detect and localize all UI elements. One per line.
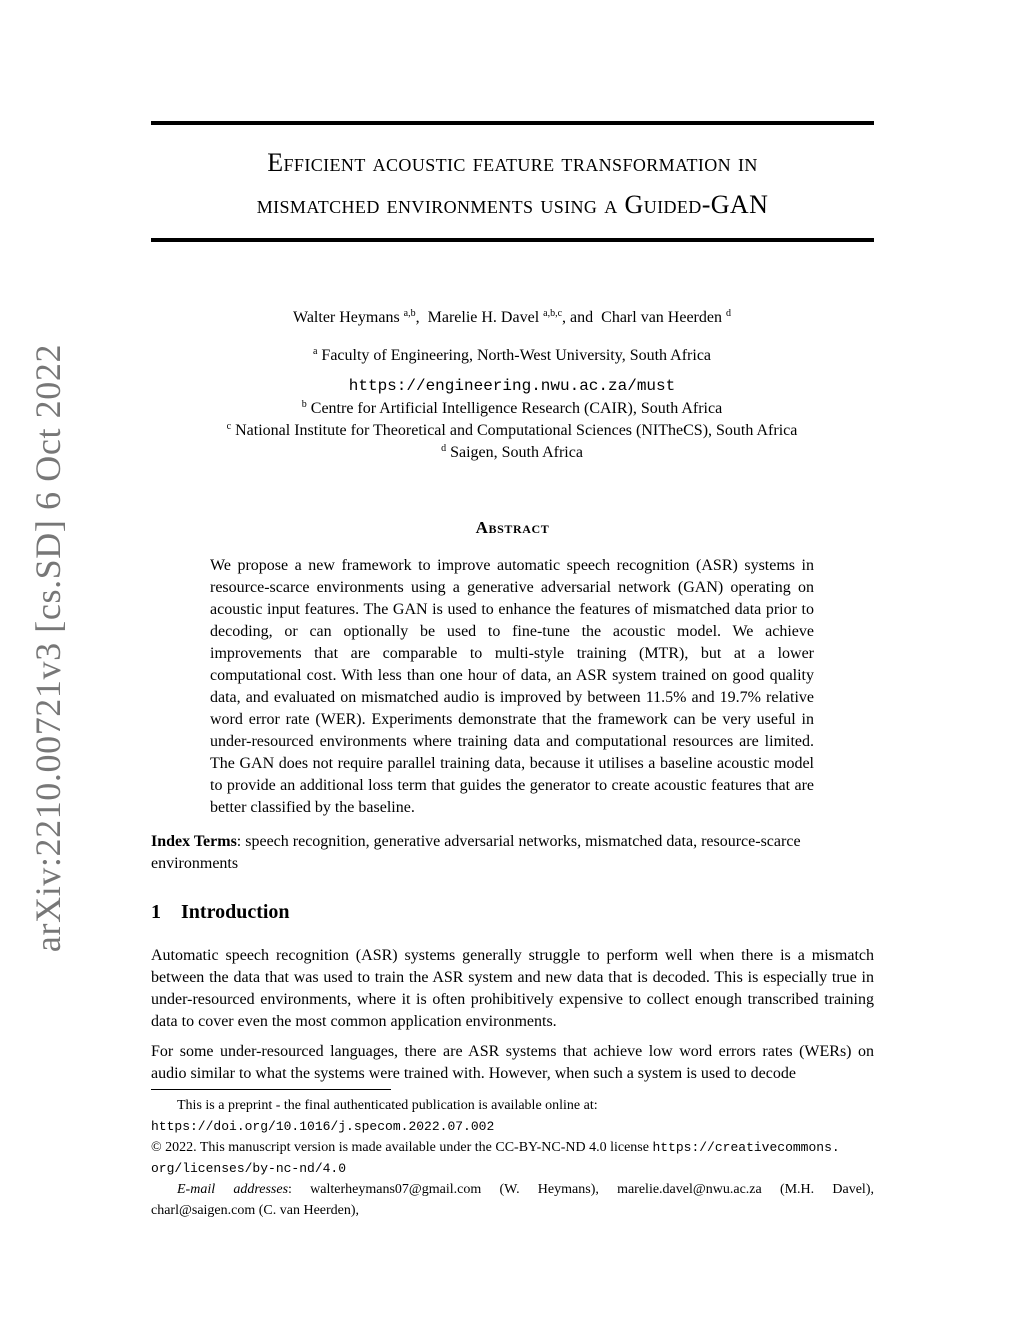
email-label: E-mail addresses — [177, 1182, 289, 1197]
title-rule-bottom — [151, 238, 874, 242]
affiliation-text: Centre for Artificial Intelligence Research (CAIR), South Africa — [310, 400, 723, 417]
affiliation-text: Faculty of Engineering, North-West University, South Africa — [321, 347, 712, 364]
license-text: © 2022. This manuscript version is made available under the CC-BY-NC-ND 4.0 license — [151, 1140, 653, 1155]
author-name: Marelie H. Davel — [427, 309, 540, 326]
section-title: Introduction — [181, 901, 290, 923]
author-affiliation-mark: a,b,c — [543, 308, 563, 319]
paper-title-line-2: mismatched environments using a Guided-GAN — [256, 190, 769, 219]
affiliation-d — [100, 444, 924, 461]
author-conjunction: , and — [562, 309, 594, 326]
license-url-link[interactable]: https://creativecommons. — [652, 1140, 840, 1155]
author-name: Charl van Heerden — [601, 309, 722, 326]
affiliation-c — [100, 422, 924, 439]
index-terms-label: Index Terms — [151, 833, 237, 850]
arxiv-identifier: arXiv:2210.00721v3 [cs.SD] 6 Oct 2022 — [28, 343, 68, 953]
email-list: : walterheymans07@gmail.com (W. Heymans), marelie.davel@nwu.ac.za (M.H. Davel), charl@saigen.com (C. van Heerden), — [151, 1182, 874, 1218]
abstract-text: We propose a new framework to improve automatic speech recognition (ASR) systems in resource-scarce environments using a generative adversarial network (GAN) operating on acoustic input features. The GAN is used to enhance the features of mismatched data prior to decoding, or can optionally be used to fine-tune the acoustic model. We achieve improvements that are comparable to multi-style training (MTR), but at a lower computational cost. With less than one hour of data, an ASR system trained on good quality data, and evaluated on mismatched audio is improved by between 11.5% and 19.7% relative word error rate (WER). Experiments demonstrate that the framework can be very useful in under-resourced environments where training data and computational resources are limited. The GAN does not require parallel training data, because it utilises a baseline acoustic model to provide an additional loss term that guides the generator to create acoustic features that are better classified by the baseline. — [210, 557, 814, 816]
intro-paragraph-1 — [151, 945, 874, 1033]
affiliation-mark: d — [441, 443, 447, 454]
affiliation-text: National Institute for Theoretical and Computational Sciences (NITheCS), South Africa — [235, 422, 798, 439]
affiliation-mark: a — [312, 346, 318, 357]
intro-paragraph-2 — [151, 1041, 874, 1085]
abstract-heading: Abstract — [475, 518, 550, 537]
footnotes — [151, 1095, 874, 1221]
author-affiliation-mark: d — [725, 308, 731, 319]
author-name: Walter Heymans — [293, 309, 400, 326]
author-affiliation-mark: a,b — [403, 308, 416, 319]
index-terms — [151, 831, 874, 875]
affiliation-text: Saigen, South Africa — [450, 444, 583, 461]
title-rule-top — [151, 121, 874, 125]
section-number: 1 — [151, 901, 161, 923]
affiliation-b — [100, 400, 924, 417]
footnote-separator — [151, 1089, 391, 1090]
affiliation-mark: c — [226, 421, 232, 432]
footnote-emails — [151, 1179, 874, 1221]
index-terms-text: : speech recognition, generative adversarial networks, mismatched data, resource-scarce environments — [151, 833, 801, 872]
footnote-doi-link[interactable]: https://doi.org/10.1016/j.specom.2022.07.002 — [151, 1119, 495, 1134]
footnote-license — [151, 1137, 874, 1179]
abstract-body — [210, 555, 814, 819]
section-heading-introduction — [151, 901, 874, 923]
license-url-link-cont[interactable]: org/licenses/by-nc-nd/4.0 — [151, 1161, 347, 1176]
paragraph-text: Automatic speech recognition (ASR) systems generally struggle to perform well when there is a mismatch between the data that was used to train the ASR system and new data that is decoded. This is especially true in under-resourced environments, where it is often prohibitively expensive to collect enough transcribed training data to cover even the most common application environments. — [151, 947, 874, 1030]
paragraph-text: For some under-resourced languages, there are ASR systems that achieve low word errors rates (WERs) on audio similar to what the systems were trained with. However, when such a system is used to decode — [151, 1043, 874, 1082]
affiliation-mark: b — [301, 399, 307, 410]
affiliation-url-link[interactable]: https://engineering.nwu.ac.za/must — [348, 377, 676, 395]
author-list: Walter Heymans $^{a,b}$, Marelie H. Davel $^{a,b,c}$, and Charl van Heerden $^d$ — [293, 308, 731, 326]
affiliation-a — [100, 347, 924, 364]
footnote-preprint: This is a preprint - the final authenticated publication is available online at: — [177, 1098, 598, 1113]
paper-title-line-1: Efficient acoustic feature transformation in — [267, 148, 758, 177]
